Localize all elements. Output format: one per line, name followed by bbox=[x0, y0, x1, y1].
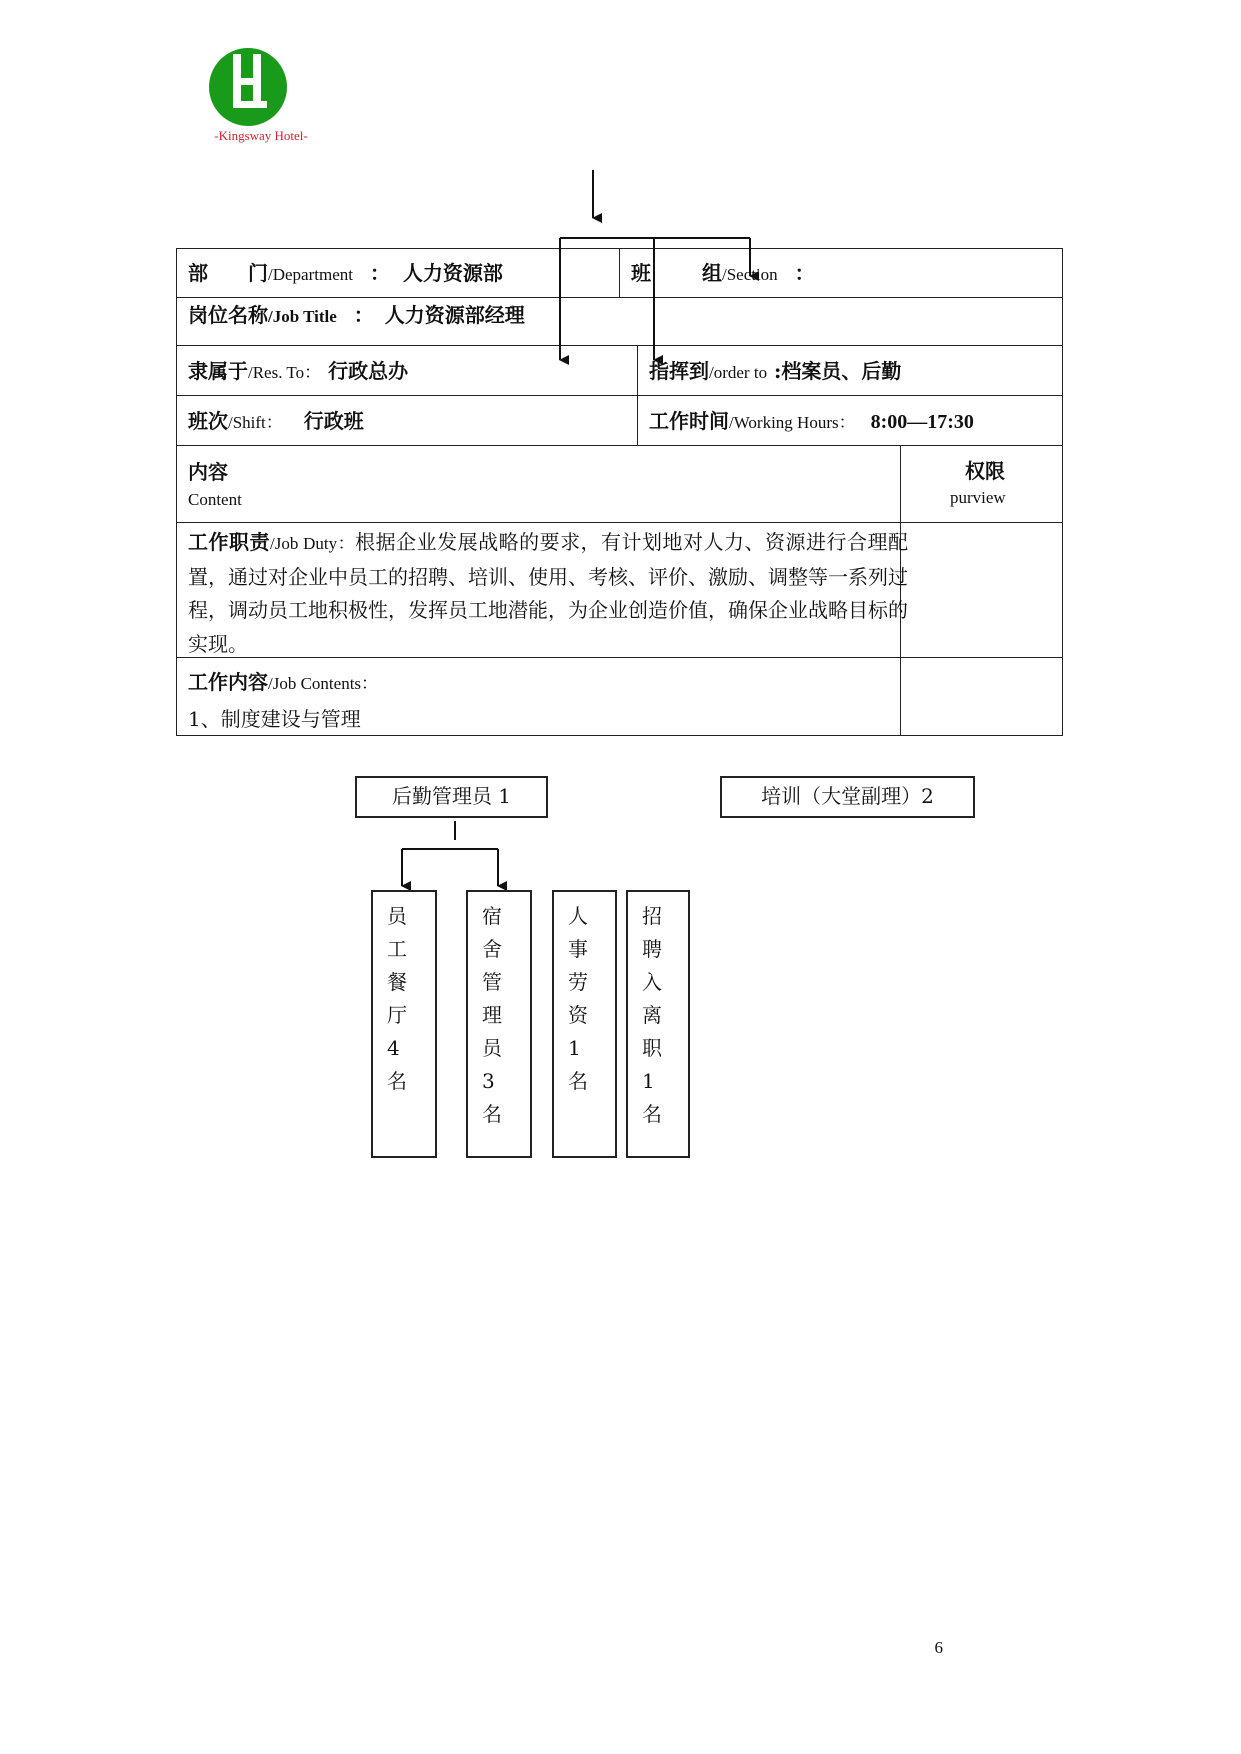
logo-text: -Kingsway Hotel- bbox=[214, 128, 308, 143]
reports-to-value: 行政总办 bbox=[328, 359, 409, 383]
hours-label: 工作时间/Working Hours： 8:00—17:30 bbox=[649, 409, 974, 433]
order-to-label: 指挥到/order to :档案员、后勤 bbox=[649, 359, 902, 383]
purview-zh: 权限 bbox=[965, 459, 1005, 483]
training-manager-box: 培训（大堂副理）2 bbox=[720, 776, 975, 818]
job-contents-label: 工作内容/Job Contents： bbox=[188, 670, 379, 694]
reports-to-label: 隶属于/Res. To： 行政总办 bbox=[188, 359, 409, 383]
dormitory-manager-box: 宿 舍 管 理 员 3 名 bbox=[466, 890, 532, 1158]
section-label: 班 组/Section ： bbox=[631, 261, 815, 285]
shift-value: 行政班 bbox=[303, 409, 364, 433]
hours-value: 8:00—17:30 bbox=[870, 411, 974, 433]
content-en: Content bbox=[188, 490, 242, 509]
personnel-payroll-box: 人 事 劳 资 1 名 bbox=[552, 890, 617, 1158]
purview-en: purview bbox=[950, 488, 1006, 507]
job-duty-text: 根据企业发展战略的要求，有计划地对人力、资源进行合理配置，通过对企业中员工的招聘、培训、使用、考核、评价、激励、调整等一系列过程，调动员工地积极性，发挥员工地潜能，为企业创造价值，确保企业战略目标的实现。 bbox=[188, 530, 909, 656]
logistics-manager-box: 后勤管理员 1 bbox=[355, 776, 548, 818]
dept-label: 部 门/Department ： 人力资源部 bbox=[188, 261, 503, 285]
staff-canteen-box: 员 工 餐 厅 4 名 bbox=[371, 890, 437, 1158]
job-title-label: 岗位名称/Job Title ： 人力资源部经理 bbox=[188, 303, 525, 327]
order-to-value: :档案员、后勤 bbox=[774, 359, 902, 383]
content-zh: 内容 bbox=[188, 460, 228, 484]
shift-label: 班次/Shift： 行政班 bbox=[188, 409, 364, 433]
job-duty-paragraph: 工作职责/Job Duty：根据企业发展战略的要求，有计划地对人力、资源进行合理配置，通过对企业中员工的招聘、培训、使用、考核、评价、激励、调整等一系列过程，调动员工地积极性，发挥员工地潜能，为企业创造价值，确保企业战略目标的实现。 bbox=[188, 530, 909, 656]
recruitment-box: 招 聘 入 离 职 1 名 bbox=[626, 890, 690, 1158]
job-contents-item: 1、制度建设与管理 bbox=[188, 707, 361, 731]
job-title-value: 人力资源部经理 bbox=[384, 303, 525, 327]
dept-value: 人力资源部 bbox=[402, 261, 503, 285]
page-number: 6 bbox=[934, 1638, 943, 1657]
